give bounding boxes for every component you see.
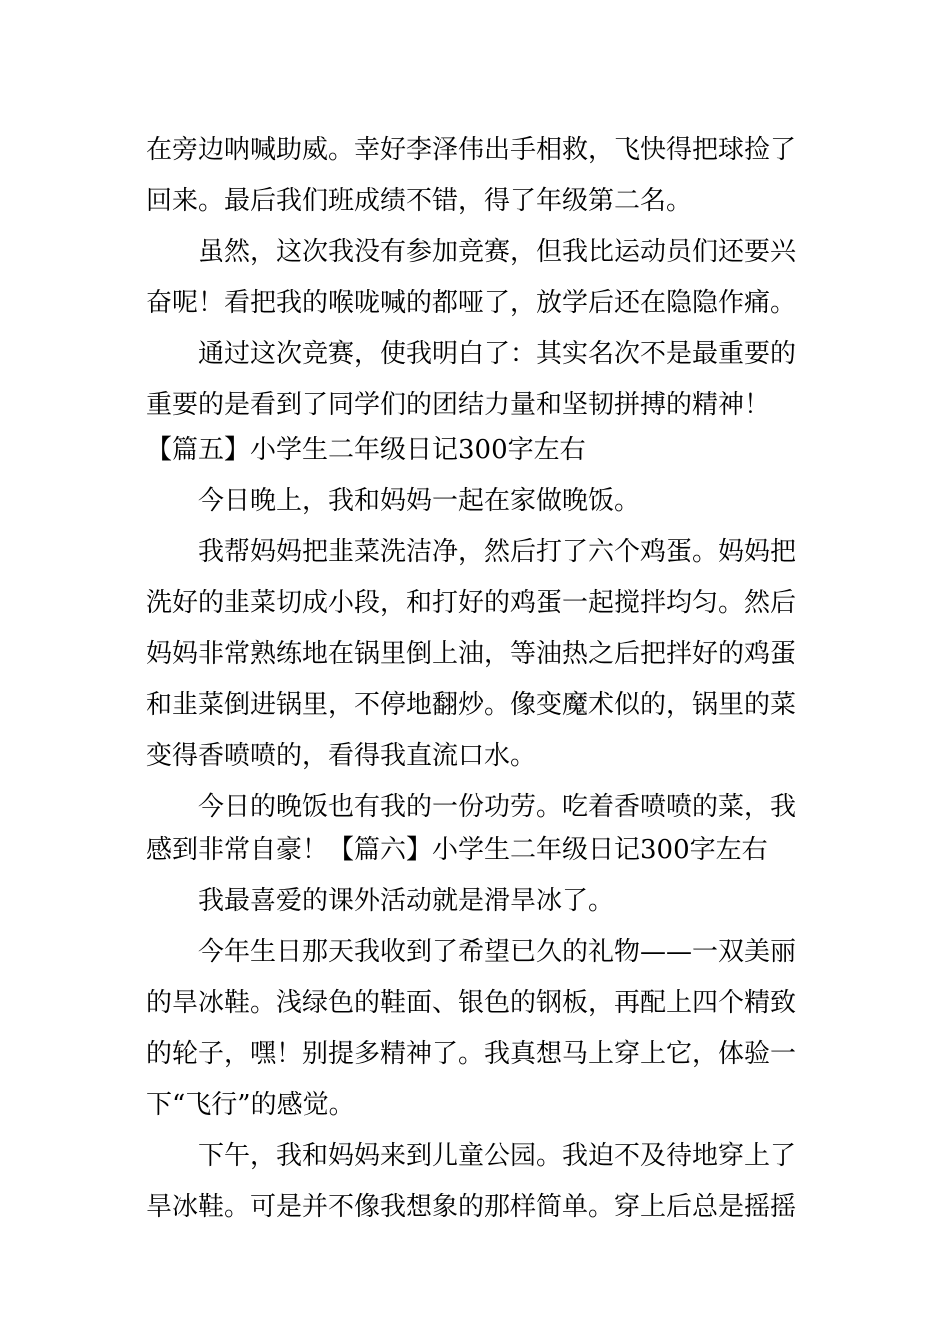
text-line: 回来。最后我们班成绩不错，得了年级第二名。 — [146, 186, 693, 216]
text-line: 奋呢！看把我的喉咙喊的都哑了，放学后还在隐隐作痛。 — [146, 288, 797, 318]
section-heading: 【篇五】小学生二年级日记300字左右 — [146, 435, 586, 465]
paragraph-start: 今日晚上，我和妈妈一起在家做晚饭。 — [198, 486, 641, 516]
paragraph-start: 今日的晚饭也有我的一份功劳。吃着香喷喷的菜，我 — [198, 792, 797, 822]
paragraph-start: 通过这次竞赛，使我明白了：其实名次不是最重要的 — [198, 339, 797, 369]
paragraph-start: 我帮妈妈把韭菜洗洁净，然后打了六个鸡蛋。妈妈把 — [198, 537, 797, 567]
text-line: 的轮子，嘿！别提多精神了。我真想马上穿上它，体验一 — [146, 1039, 797, 1069]
text-line: 重要的是看到了同学们的团结力量和坚韧拼搏的精神！ — [146, 390, 771, 420]
text-line-with-heading: 感到非常自豪！【篇六】小学生二年级日记300字左右 — [146, 835, 768, 865]
text-line: 洗好的韭菜切成小段，和打好的鸡蛋一起搅拌均匀。然后 — [146, 588, 797, 618]
paragraph-start: 今年生日那天我收到了希望已久的礼物——一双美丽 — [198, 937, 797, 967]
text-line: 在旁边呐喊助威。幸好李泽伟出手相救，飞快得把球捡了 — [146, 135, 797, 165]
paragraph-start: 我最喜爱的课外活动就是滑旱冰了。 — [198, 886, 615, 916]
text-line: 旱冰鞋。可是并不像我想象的那样简单。穿上后总是摇摇 — [146, 1192, 797, 1222]
text-line: 的旱冰鞋。浅绿色的鞋面、银色的钢板，再配上四个精致 — [146, 988, 797, 1018]
text-line: 和韭菜倒进锅里，不停地翻炒。像变魔术似的，锅里的菜 — [146, 690, 797, 720]
text-line: 变得香喷喷的，看得我直流口水。 — [146, 741, 537, 771]
text-line: 妈妈非常熟练地在锅里倒上油，等油热之后把拌好的鸡蛋 — [146, 639, 797, 669]
paragraph-start: 虽然，这次我没有参加竞赛，但我比运动员们还要兴 — [198, 237, 797, 267]
paragraph-start: 下午，我和妈妈来到儿童公园。我迫不及待地穿上了 — [198, 1141, 797, 1171]
text-line: 下“飞行”的感觉。 — [146, 1090, 355, 1120]
